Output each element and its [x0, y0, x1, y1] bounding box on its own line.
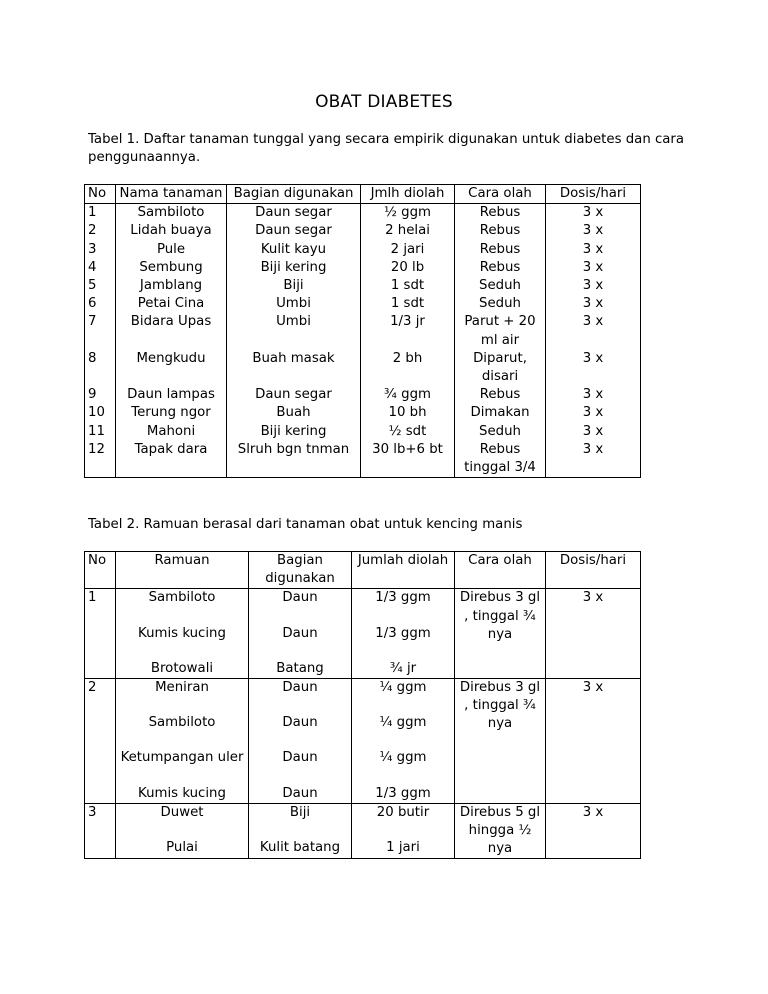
table2-jumlah-cell: [352, 679, 455, 804]
table1-cell: Sambiloto: [116, 204, 227, 223]
table1-cell: Petai Cina: [116, 295, 227, 313]
page-title: OBAT DIABETES: [315, 92, 453, 112]
table2-ramuan-value: Brotowali: [150, 660, 214, 676]
table2-ramuan-cell: [116, 803, 249, 859]
table1-cell: 3 x: [546, 423, 641, 441]
table1-cell: Biji: [227, 277, 361, 295]
table1-cell: Rebus: [455, 386, 546, 404]
table1-cell: 4: [88, 259, 97, 275]
table1-cell: 3 x: [546, 404, 641, 422]
table1-cell: Rebus: [455, 204, 546, 223]
table2-ramuan-value: Kumis kucing: [138, 785, 226, 801]
table1-cell: ½ ggm: [361, 204, 455, 223]
table1-cell: 20 lb: [361, 259, 455, 277]
table2-body: [85, 589, 641, 859]
table1-cell: 3 x: [546, 350, 641, 386]
table1-cell: Biji kering: [227, 423, 361, 441]
item-spacer: [252, 822, 348, 839]
table1-cell: 7: [88, 314, 97, 330]
table-row: [85, 441, 641, 478]
table2-ramuan-value: Duwet: [160, 804, 204, 820]
table2-bagian-value: Biji: [289, 804, 311, 820]
item-spacer: [355, 643, 451, 660]
item-spacer: [355, 732, 451, 749]
table1-cell: Rebus: [455, 222, 546, 240]
table1-cell: 10 bh: [361, 404, 455, 422]
table1: [84, 184, 641, 478]
table1-cell: 3 x: [546, 313, 641, 349]
table1-cell: Mahoni: [116, 423, 227, 441]
table2-jumlah-value: 1/3 ggm: [375, 625, 431, 641]
table1-cell: Umbi: [227, 295, 361, 313]
table2-bagian-value: Daun: [282, 680, 318, 696]
table2-no-cell: 3: [88, 804, 97, 820]
table2-bagian-cell: [249, 679, 352, 804]
table1-caption: Tabel 1. Daftar tanaman tunggal yang secara empirik digunakan untuk diabetes dan cara penggunaannya.: [88, 132, 685, 165]
table-row: [85, 241, 641, 259]
table1-cell: 9: [88, 387, 97, 403]
table2-ramuan-value: Sambiloto: [148, 715, 216, 731]
table1-header-cell: Bagian digunakan: [227, 185, 361, 204]
table2-header-cell: Ramuan: [116, 552, 249, 589]
table-row: [85, 423, 641, 441]
table1-cell: 30 lb+6 bt: [361, 441, 455, 478]
table1-cell: Rebus: [455, 241, 546, 259]
table1-cell: 3 x: [546, 259, 641, 277]
table2-cara-cell: Direbus 3 gl , tinggal ¾ nya: [455, 589, 546, 679]
table1-cell: Diparut, disari: [455, 350, 546, 386]
item-spacer: [252, 608, 348, 625]
table1-cell: 3 x: [546, 241, 641, 259]
table1-cell: 3 x: [546, 222, 641, 240]
table-row: [85, 204, 641, 223]
table1-cell: 2 helai: [361, 222, 455, 240]
table2-bagian-value: Batang: [276, 660, 324, 676]
table1-cell: 1: [88, 205, 97, 221]
table1-cell: Buah masak: [227, 350, 361, 386]
table1-cell: Daun segar: [227, 386, 361, 404]
table2-jumlah-value: 1/3 ggm: [375, 590, 431, 606]
table1-cell: 1/3 jr: [361, 313, 455, 349]
table2-dosis-cell: 3 x: [546, 679, 641, 804]
table1-cell: 11: [88, 423, 105, 439]
table1-cell: Sembung: [116, 259, 227, 277]
table1-cell: 1 sdt: [361, 295, 455, 313]
item-spacer: [355, 822, 451, 839]
item-spacer: [252, 732, 348, 749]
table1-cell: Lidah buaya: [116, 222, 227, 240]
table2-jumlah-value: 1 jari: [386, 840, 420, 856]
table-row: [85, 386, 641, 404]
table2-jumlah-value: ¼ ggm: [379, 680, 427, 696]
table1-cell: Dimakan: [455, 404, 546, 422]
table1-cell: 3: [88, 241, 97, 257]
table2-header-cell: Bagian digunakan: [249, 552, 352, 589]
table2: [84, 551, 641, 859]
table1-cell: Mengkudu: [116, 350, 227, 386]
table2-ramuan-value: Ketumpangan uler: [120, 750, 244, 766]
table1-cell: 8: [88, 350, 97, 366]
table1-cell: Kulit kayu: [227, 241, 361, 259]
table-row: [85, 222, 641, 240]
table1-header-cell: Cara olah: [455, 185, 546, 204]
table1-cell: 3 x: [546, 386, 641, 404]
item-spacer: [119, 768, 245, 785]
table1-cell: 3 x: [546, 277, 641, 295]
table2-bagian-value: Kulit batang: [259, 840, 341, 856]
table2-ramuan-cell: [116, 679, 249, 804]
table1-cell: Seduh: [455, 423, 546, 441]
table1-cell: 10: [88, 405, 105, 421]
table-row: [85, 295, 641, 313]
table1-cell: 1 sdt: [361, 277, 455, 295]
table2-group-row: [85, 589, 641, 679]
table1-cell: 2 bh: [361, 350, 455, 386]
table1-cell: Daun segar: [227, 204, 361, 223]
table1-cell: ¾ ggm: [361, 386, 455, 404]
table2-ramuan-value: Sambiloto: [148, 590, 216, 606]
table1-cell: Umbi: [227, 313, 361, 349]
item-spacer: [119, 732, 245, 749]
table-row: [85, 350, 641, 386]
item-spacer: [355, 697, 451, 714]
item-spacer: [252, 643, 348, 660]
table2-ramuan-value: Kumis kucing: [138, 625, 226, 641]
table2-bagian-value: Daun: [282, 750, 318, 766]
table1-cell: ½ sdt: [361, 423, 455, 441]
table-row: [85, 313, 641, 349]
table1-cell: 6: [88, 296, 97, 312]
table2-jumlah-cell: [352, 803, 455, 859]
table1-header-cell: Dosis/hari: [546, 185, 641, 204]
item-spacer: [355, 768, 451, 785]
item-spacer: [119, 697, 245, 714]
table2-bagian-cell: [249, 589, 352, 679]
table2-jumlah-value: 20 butir: [376, 804, 430, 820]
table2-bagian-value: Daun: [282, 715, 318, 731]
table2-jumlah-value: ¾ jr: [389, 660, 417, 676]
item-spacer: [119, 643, 245, 660]
table1-cell: Pule: [116, 241, 227, 259]
table1-cell: Tapak dara: [116, 441, 227, 478]
table2-dosis-cell: 3 x: [546, 589, 641, 679]
table2-header-cell: Cara olah: [455, 552, 546, 589]
table2-no-cell: 1: [88, 590, 97, 606]
table-row: [85, 259, 641, 277]
table1-header-cell: Jmlh diolah: [361, 185, 455, 204]
item-spacer: [252, 768, 348, 785]
table1-cell: 12: [88, 441, 105, 457]
table1-cell: 3 x: [546, 295, 641, 313]
table1-cell: Terung ngor: [116, 404, 227, 422]
table1-cell: Biji kering: [227, 259, 361, 277]
table1-cell: Jamblang: [116, 277, 227, 295]
table2-caption: Tabel 2. Ramuan berasal dari tanaman obat untuk kencing manis: [88, 517, 523, 532]
table2-jumlah-cell: [352, 589, 455, 679]
item-spacer: [119, 608, 245, 625]
table2-cara-cell: Direbus 3 gl , tinggal ¾ nya: [455, 679, 546, 804]
table1-cell: Slruh bgn tnman: [227, 441, 361, 478]
table1-header-cell: Nama tanaman: [116, 185, 227, 204]
table2-ramuan-value: Pulai: [166, 840, 198, 856]
table1-cell: Daun lampas: [116, 386, 227, 404]
table2-group-row: [85, 679, 641, 804]
table1-header-cell: No: [88, 186, 107, 201]
table2-bagian-cell: [249, 803, 352, 859]
table1-cell: 5: [88, 278, 97, 294]
table1-cell: Bidara Upas: [116, 313, 227, 349]
table1-cell: Rebus: [455, 259, 546, 277]
item-spacer: [119, 822, 245, 839]
table2-jumlah-value: ¼ ggm: [379, 750, 427, 766]
table2-dosis-cell: 3 x: [546, 803, 641, 859]
table2-header-cell: Dosis/hari: [546, 552, 641, 589]
table-row: [85, 404, 641, 422]
table2-ramuan-cell: [116, 589, 249, 679]
table1-cell: 3 x: [546, 441, 641, 478]
table2-group-row: [85, 803, 641, 859]
table2-header-cell: No: [88, 553, 107, 568]
table1-cell: Daun segar: [227, 222, 361, 240]
table1-cell: Buah: [227, 404, 361, 422]
table1-body: [85, 204, 641, 478]
table2-ramuan-value: Meniran: [155, 680, 209, 696]
table1-cell: 2 jari: [361, 241, 455, 259]
table1-cell: Rebus tinggal 3/4: [455, 441, 546, 478]
item-spacer: [252, 697, 348, 714]
table1-cell: 2: [88, 223, 97, 239]
table1-cell: Seduh: [455, 295, 546, 313]
table1-cell: Seduh: [455, 277, 546, 295]
table2-bagian-value: Daun: [282, 590, 318, 606]
table2-cara-cell: Direbus 5 gl hingga ½ nya: [455, 803, 546, 859]
table2-header-row: [85, 552, 641, 589]
table1-header-row: [85, 185, 641, 204]
table2-jumlah-value: ¼ ggm: [379, 715, 427, 731]
table2-bagian-value: Daun: [282, 625, 318, 641]
table2-header-cell: Jumlah diolah: [352, 552, 455, 589]
table1-cell: 3 x: [546, 204, 641, 223]
table-row: [85, 277, 641, 295]
item-spacer: [355, 608, 451, 625]
table2-bagian-value: Daun: [282, 785, 318, 801]
table2-no-cell: 2: [88, 680, 97, 696]
table1-cell: Parut + 20 ml air: [455, 313, 546, 349]
table2-jumlah-value: 1/3 ggm: [375, 785, 431, 801]
